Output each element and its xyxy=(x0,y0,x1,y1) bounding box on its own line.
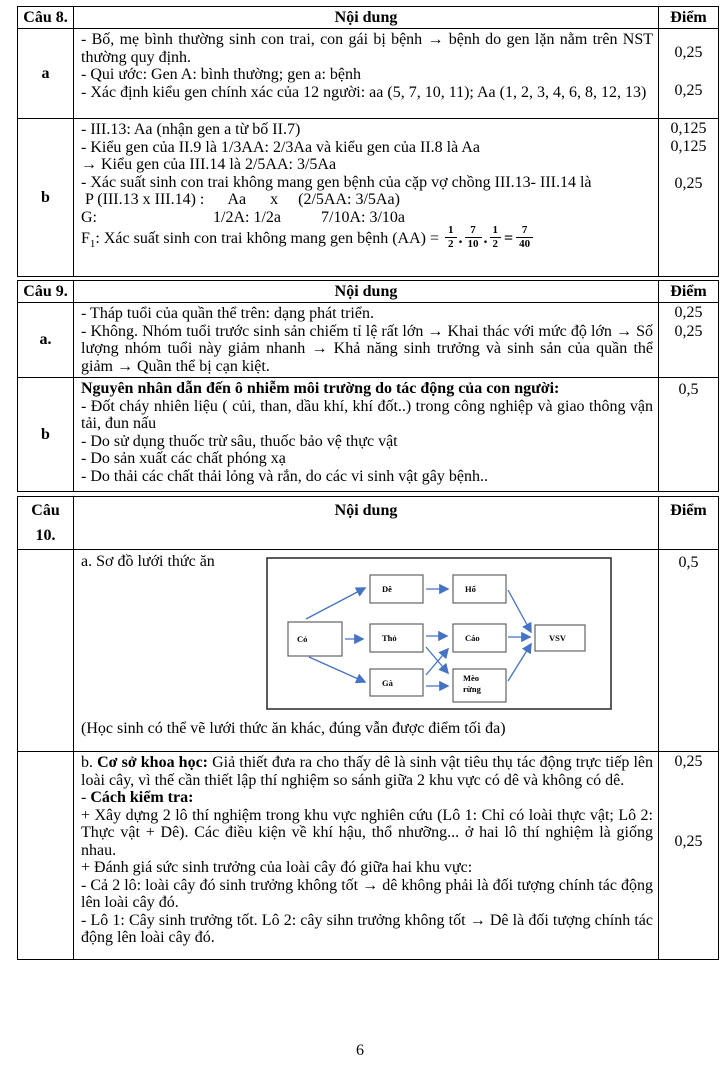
cau8-row-b-label: b xyxy=(18,119,74,276)
cau10-row-a-points xyxy=(659,550,718,752)
point-value: 0,25 xyxy=(674,833,703,850)
cau10-row-a-content xyxy=(74,550,659,752)
fraction xyxy=(465,224,482,250)
cau10-row-b-label xyxy=(18,752,74,959)
multiply-dot: . xyxy=(458,229,463,247)
food-web-diagram xyxy=(266,557,612,710)
cau10-row-b-points xyxy=(659,752,718,959)
node-tiger-label: Hổ xyxy=(465,584,476,594)
point-value: 0,125 xyxy=(670,120,707,137)
node-wildcat-label-line1: Mèo xyxy=(463,673,480,683)
node-chicken-box xyxy=(370,669,423,696)
document-body xyxy=(17,6,719,960)
answer-line: - Kiểu gen của II.9 là 1/3AA: 2/3Aa và kiểu gen của II.8 là Aa xyxy=(81,138,480,156)
table-cau8-content-header: Nội dung xyxy=(74,7,659,29)
arrow-grass-goat xyxy=(306,588,365,619)
node-goat-box xyxy=(370,575,423,603)
probability-formula xyxy=(81,226,653,254)
multiply-dot: . xyxy=(483,229,488,247)
table-cau9-content-header: Nội dung xyxy=(74,281,659,303)
answer-line: - Không. Nhóm tuổi trước sinh sản chiếm tỉ lệ rất lớn → Khai thác với mức độ lớn → Số lượng nhóm tuổi này giảm nhanh → Khả năng sinh trưởng và sinh sản của quần thể giảm → Quần thể bị cạn kiệt. xyxy=(81,322,653,375)
item-letter: b. xyxy=(81,754,98,771)
cau8-row-b-points xyxy=(659,119,718,276)
answer-line: - Qui ước: Gen A: bình thường; gen a: bệnh xyxy=(81,66,361,83)
answer-line: - III.13: Aa (nhận gen a từ bố II.7) xyxy=(81,121,301,138)
node-vsv-label: VSV xyxy=(549,633,567,643)
dash: - xyxy=(81,789,91,806)
cau9-row-a-label: a. xyxy=(18,303,74,378)
fraction-denominator: 40 xyxy=(519,237,531,250)
fraction-numerator: 7 xyxy=(465,224,482,238)
answer-line: - Cả 2 lô: loài cây đó sinh trưởng không tốt → dê không phải là đối tượng chính tác động lên loài cây đó. xyxy=(81,876,653,911)
fraction-denominator: 2 xyxy=(492,237,499,250)
answer-line: - Do thải các chất thải lỏng và rắn, do các vi sinh vật gây bệnh.. xyxy=(81,467,488,485)
cau8-row-a-points xyxy=(659,29,718,119)
table-cau10-content-header: Nội dung xyxy=(74,497,659,550)
arrow-grass-chicken xyxy=(309,657,365,682)
cau9-row-a-points xyxy=(659,303,718,378)
node-rabbit-label: Thỏ xyxy=(382,633,397,643)
answer-line: - Đốt cháy nhiên liệu ( củi, than, dầu khí, khí đốt..) trong công nghiệp và giao thông vận tải, đun nấu xyxy=(81,397,653,432)
table-cau9-question-header: Câu 9. xyxy=(18,281,74,303)
food-web-nodes xyxy=(288,575,585,702)
fraction-numerator: 1 xyxy=(490,224,502,238)
cau8-row-a-content xyxy=(74,29,659,119)
answer-line xyxy=(81,754,653,789)
food-web-title: a. Sơ đồ lưới thức ăn xyxy=(81,553,215,570)
cross-scheme-line: P (III.13 x III.14) : Aa x (2/5AA: 3/5Aa) xyxy=(81,191,400,208)
answer-line: + Xây dựng 2 lô thí nghiệm trong khu vực nghiên cứu (Lô 1: Chỉ có loài thực vật; Lô 2: Thực vật + Dê). Các điều kiện về khí hậu, thổ nhưỡng... ở hai lô thí nghiệm là giống nhau. xyxy=(81,806,653,859)
point-value: 0,5 xyxy=(678,381,699,398)
equals-sign: = xyxy=(504,229,514,247)
arrow-wildcat-vsv xyxy=(508,644,531,681)
point-value: 0,125 xyxy=(670,138,707,155)
table-cau8-question-header: Câu 8. xyxy=(18,7,74,29)
cau10-row-a-label xyxy=(18,550,74,752)
arrow-rabbit-wildcat xyxy=(426,647,448,673)
cau9-row-b-points xyxy=(659,378,718,491)
answer-line: - Do sản xuất các chất phóng xạ xyxy=(81,450,286,467)
answer-line: - Xác suất sinh con trai không mang gen bệnh của cặp vợ chồng III.13- III.14 là xyxy=(81,173,592,191)
answer-line: - Lô 1: Cây sinh trưởng tốt. Lô 2: cây sihn trưởng không tốt → Dê là đối tượng chính tác động lên loài cây đó. xyxy=(81,911,653,946)
table-cau10 xyxy=(17,496,719,960)
node-chicken-label: Gà xyxy=(382,678,393,688)
answer-text: Giả thiết đưa ra cho thấy dê là sinh vật tiêu thụ tác động trực tiếp lên loài cây, vì thế cần thiết lập thí nghiệm so sánh giữa 2 khu vực có dê và không có dê. xyxy=(81,754,653,789)
node-fox-label: Cáo xyxy=(465,633,480,643)
table-cau10-question-header: Câu 10. xyxy=(18,497,74,550)
gamete-line: G: 1/2A: 1/2a 7/10A: 3/10a xyxy=(81,208,405,226)
answer-line: + Đánh giá sức sinh trưởng của loài cây đó giữa hai khu vực: xyxy=(81,859,473,876)
fraction-numerator: 7 xyxy=(516,224,533,238)
point-value: 0,25 xyxy=(674,753,703,770)
fraction xyxy=(445,224,457,250)
bold-heading: Cơ sở khoa học: xyxy=(97,754,208,771)
cau8-row-a-label: a xyxy=(18,29,74,119)
f1-subscript: 1 xyxy=(89,238,96,250)
point-value: 0,25 xyxy=(674,44,703,61)
fraction-numerator: 1 xyxy=(445,224,457,238)
table-cau8-points-header: Điểm xyxy=(659,7,718,29)
fraction xyxy=(490,224,502,250)
answer-line: - Do sử dụng thuốc trừ sâu, thuốc bảo vệ thực vật xyxy=(81,432,398,450)
answer-heading: Nguyên nhân dẫn đến ô nhiễm môi trường do tác động của con người: xyxy=(81,380,560,397)
node-grass-label: Cỏ xyxy=(297,634,308,644)
table-cau8 xyxy=(17,6,719,277)
fraction-denominator: 10 xyxy=(467,237,479,250)
arrow-tiger-vsv xyxy=(508,590,531,632)
point-value: 0,25 xyxy=(674,82,703,99)
f1-symbol: F xyxy=(81,229,90,247)
point-value: 0,25 xyxy=(674,304,703,321)
food-web-note: (Học sinh có thể vẽ lưới thức ăn khác, đúng vẫn được điểm tối đa) xyxy=(81,720,506,737)
node-goat-label: Dê xyxy=(382,584,392,594)
cau9-row-b-label: b xyxy=(18,378,74,491)
cau9-row-b-content xyxy=(74,378,659,491)
answer-line xyxy=(81,789,653,807)
answer-line: - Xác định kiểu gen chính xác của 12 người: aa (5, 7, 10, 11); Aa (1, 2, 3, 4, 6, 8, 12, 13) xyxy=(81,83,647,101)
food-web-labels xyxy=(297,584,567,694)
bold-heading: Cách kiểm tra: xyxy=(90,789,194,806)
page-number: 6 xyxy=(356,1042,364,1059)
table-cau9-points-header: Điểm xyxy=(659,281,718,303)
point-value: 0,25 xyxy=(674,175,703,192)
table-cau10-points-header: Điểm xyxy=(659,497,718,550)
fraction-denominator: 2 xyxy=(448,237,454,250)
arrow-chicken-fox xyxy=(426,649,448,675)
formula-text: : Xác suất sinh con trai không mang gen bệnh (AA) = xyxy=(95,229,444,247)
answer-line: - Bố, mẹ bình thường sinh con trai, con gái bị bệnh → bệnh do gen lặn nằm trên NST thường quy định. xyxy=(81,31,653,66)
table-cau9 xyxy=(17,280,719,492)
answer-line: - Tháp tuổi của quần thể trên: dạng phát triển. xyxy=(81,305,374,322)
node-tiger-box xyxy=(453,575,506,603)
point-value: 0,5 xyxy=(678,554,699,571)
cau9-row-a-content xyxy=(74,303,659,378)
answer-line: → Kiểu gen của III.14 là 2/5AA: 3/5Aa xyxy=(81,156,337,173)
cau8-row-b-content xyxy=(74,119,659,276)
point-value: 0,25 xyxy=(674,323,703,340)
fraction xyxy=(516,224,533,250)
cau10-row-b-content xyxy=(74,752,659,959)
node-wildcat-label-line2: rừng xyxy=(463,684,481,694)
